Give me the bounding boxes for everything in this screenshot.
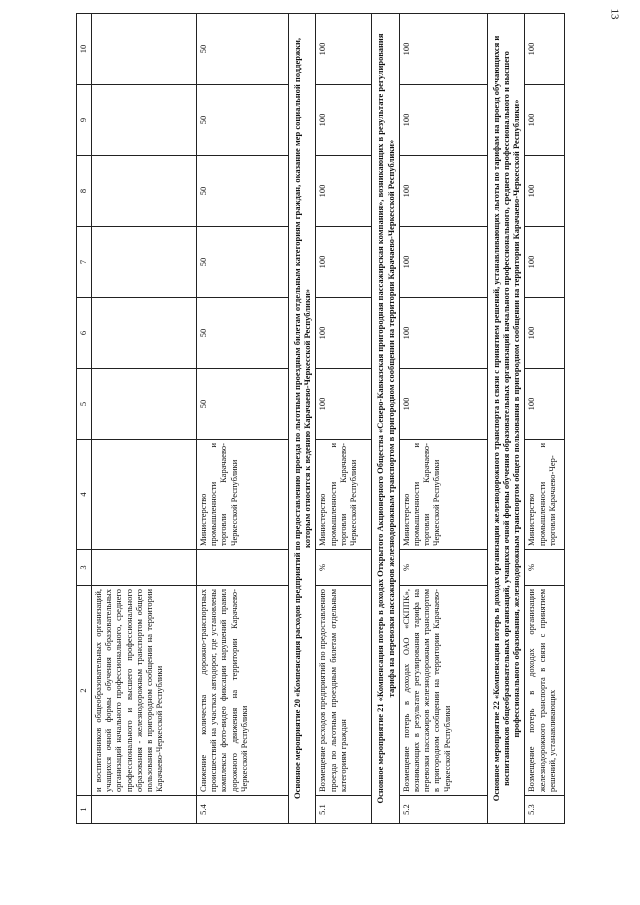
value: 100 [316,298,372,369]
table-row [399,14,487,824]
value: 100 [316,369,372,440]
value: 100 [316,156,372,227]
col-header: 4 [77,440,92,550]
organization: Министерство промышленности и торговли Карачаево-Черкесской Республики [197,440,289,550]
section-heading: Основное мероприятие 22 «Компенсация потерь в доходах организации железнодорожного транспорта в связи с принятием решений, устанавливающих льготы по тарифам на проезд обучающихся и воспитанников общеобразовательных организаций, учащихся очной формы обучения образовательных организаций начального профессионального, среднего профессионального и высшего профессионального образования, железнодорожным транспортом общего пользования в пригородном сообщении на территории Карачаево-Черкесской Республики» [487,14,525,824]
value: 100 [316,14,372,85]
value: 50 [197,298,289,369]
unit: % [399,550,487,586]
row-text: Возмещение потерь в доходах организации железнодорожного транспорта в связи с принятием решений, устанавливающих [525,586,565,796]
value: 50 [197,14,289,85]
value: 50 [197,227,289,298]
col-header: 5 [77,369,92,440]
row-text: и воспитанников общеобразовательных организаций, учащихся очной формы обучения образовательных организаций начального профессионального, среднего профессионального и высшего профессионального образования - железнодорожным транспортом общего пользования в пригородном сообщении на территории Карачаево-Черкесской Республики [92,586,197,796]
row-text: Возмещение потерь в доходах ОАО «СКППК», возникающих в результате регулирования тарифа на перевозки пассажиров железнодорожным транспортом в пригородном сообщении на территории Карачаево-Черкесской Республики [399,586,487,796]
organization: Министерство промышленности и торговли Карачаево-Черкесской Республики [399,440,487,550]
value: 100 [399,14,487,85]
value: 100 [399,298,487,369]
value: 100 [399,156,487,227]
value: 50 [197,156,289,227]
value: 100 [316,85,372,156]
value: 50 [197,369,289,440]
col-header: 2 [77,586,92,796]
col-header: 10 [77,14,92,85]
organization: Министерство промышленности и торговли Карачаево-Чер- [525,440,565,550]
col-header: 3 [77,550,92,586]
section-row [289,14,316,824]
section-row [487,14,525,824]
page-number: 13 [608,8,621,20]
value: 50 [197,85,289,156]
row-number: 5.2 [399,796,487,824]
value: 100 [525,369,565,440]
col-header: 9 [77,85,92,156]
value: 100 [399,85,487,156]
section-heading: Основное мероприятие 20 «Компенсация расходов предприятий по предоставлению проезда по льготным проездным билетам отдельным категориям граждан, оказание мер социальной поддержки, которым относится к ведению Карачаево-Черкесской Республики» [289,14,316,824]
row-text: Снижение количества дорожно-транспортных происшествий на участках автодорог, где установлены комплексы фото-видео фиксации нарушений правил дорожного движения на территории Карачаево-Черкесской Республики [197,586,289,796]
section-heading: Основное мероприятие 21 «Компенсация потерь в доходах Открытого Акционерного Общества «Северо-Кавказская пригородная пассажирская компания», возникающих в результате регулирования тарифа на перевозки пассажиров железнодорожным транспортом в пригородном сообщении на территории Карачаево-Черкесской Республики» [372,14,399,824]
table-row [525,14,565,824]
table-row [316,14,372,824]
value: 100 [525,14,565,85]
row-number: 5.4 [197,796,289,824]
rotated-page [76,14,626,824]
value: 100 [525,227,565,298]
value: 100 [525,156,565,227]
value: 100 [399,369,487,440]
col-header: 6 [77,298,92,369]
table-row [92,14,197,824]
value: 100 [525,298,565,369]
organization: Министерство промышленности и торговли Карачаево-Черкесской Республики [316,440,372,550]
header-row [77,14,92,824]
value: 100 [399,227,487,298]
unit: % [316,550,372,586]
value: 100 [316,227,372,298]
value: 100 [525,85,565,156]
unit [197,550,289,586]
unit: % [525,550,565,586]
section-row [372,14,399,824]
col-header: 8 [77,156,92,227]
col-header: 7 [77,227,92,298]
col-header: 1 [77,796,92,824]
row-text: Возмещение расходов предприятий по предоставлению проезда по льготным проездным билетам отдельным категориям граждан [316,586,372,796]
table-row [197,14,289,824]
row-number: 5.1 [316,796,372,824]
indicators-table [76,13,565,824]
row-number: 5.3 [525,796,565,824]
